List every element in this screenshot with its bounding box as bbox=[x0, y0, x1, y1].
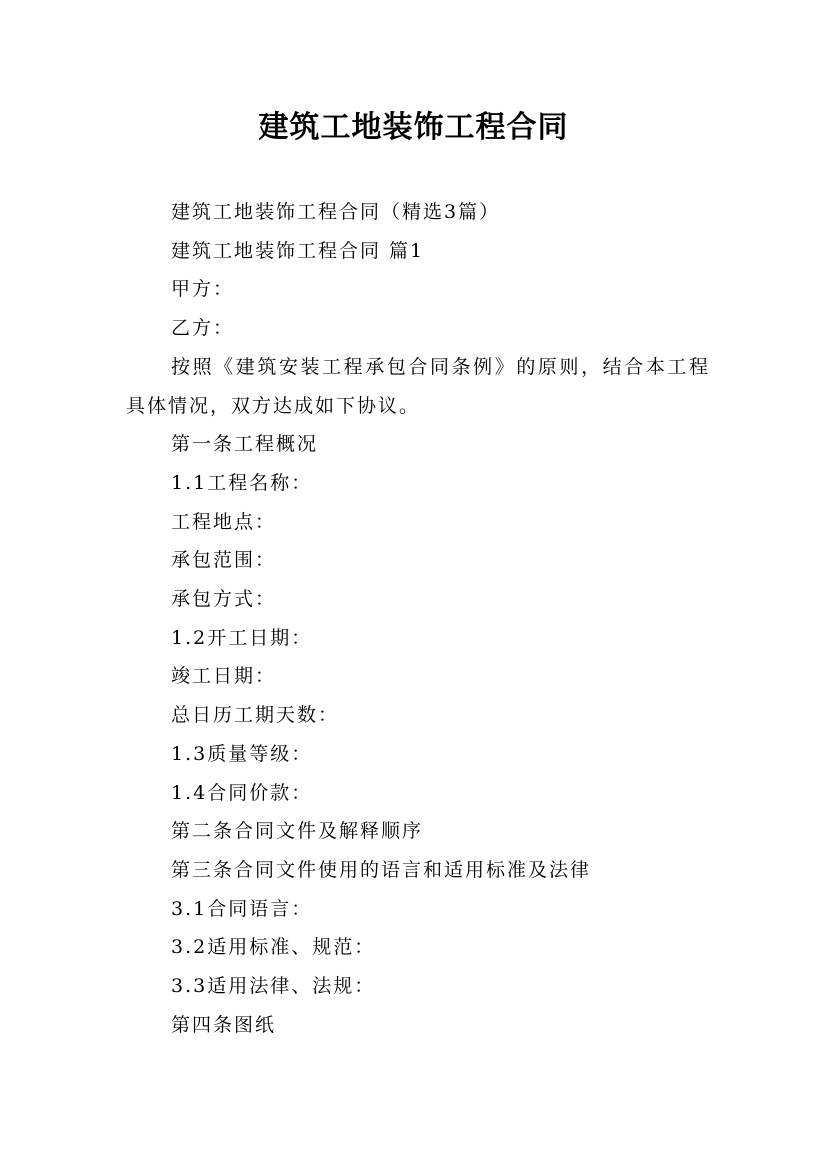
paragraph: 建筑工地装饰工程合同（精选3篇） bbox=[171, 201, 501, 223]
paragraph: 第二条合同文件及解释顺序 bbox=[171, 820, 424, 843]
paragraph: 乙方： bbox=[171, 317, 235, 340]
paragraph: 第一条工程概况 bbox=[171, 433, 319, 456]
paragraph: 承包范围： bbox=[171, 549, 277, 572]
paragraph: 第三条合同文件使用的语言和适用标准及法律 bbox=[171, 858, 592, 881]
paragraph: 1.1工程名称： bbox=[171, 471, 313, 494]
paragraph: 总日历工期天数： bbox=[171, 704, 340, 727]
paragraph: 建筑工地装饰工程合同 篇1 bbox=[171, 239, 425, 262]
paragraph: 1.2开工日期： bbox=[171, 626, 313, 649]
paragraph: 竣工日期： bbox=[171, 665, 277, 688]
paragraph: 1.4合同价款： bbox=[171, 781, 313, 804]
paragraph: 3.1合同语言： bbox=[171, 897, 313, 920]
paragraph: 1.3质量等级： bbox=[171, 742, 313, 765]
paragraph: 3.2适用标准、规范： bbox=[171, 936, 376, 959]
paragraph: 甲方： bbox=[171, 278, 235, 301]
document-title: 建筑工地装饰工程合同 bbox=[258, 110, 569, 145]
paragraph: 第四条图纸 bbox=[171, 1013, 277, 1036]
paragraph: 按照《建筑安装工程承包合同条例》的原则，结合本工程具体情况，双方达成如下协议。 bbox=[126, 355, 710, 417]
paragraph: 工程地点： bbox=[171, 510, 277, 533]
paragraph: 3.3适用法律、法规： bbox=[171, 975, 376, 998]
document-body bbox=[126, 193, 710, 1044]
paragraph: 承包方式： bbox=[171, 588, 277, 611]
